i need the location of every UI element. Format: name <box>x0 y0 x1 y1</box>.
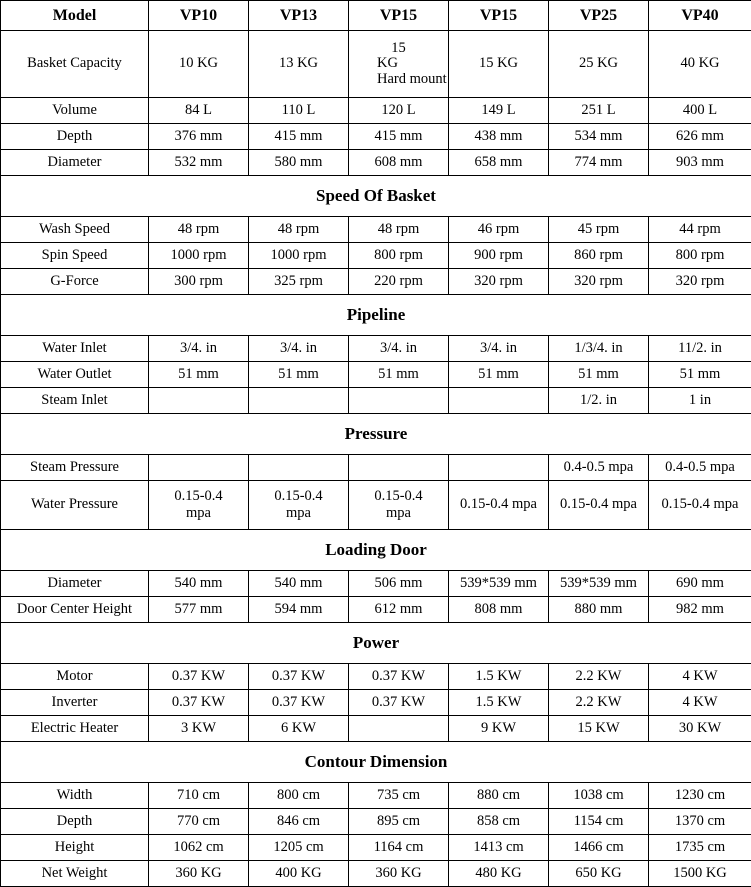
table-cell: 608 mm <box>349 150 449 176</box>
row-label: Height <box>1 835 149 861</box>
table-row <box>1 481 751 530</box>
table-cell: 903 mm <box>649 150 751 176</box>
table-cell: 4 KW <box>649 690 751 716</box>
table-cell: 51 mm <box>249 362 349 388</box>
table-cell: 0.15-0.4 mpa <box>549 481 649 530</box>
table-cell: 1.5 KW <box>449 664 549 690</box>
table-cell: 360 KG <box>349 861 449 887</box>
table-cell: 774 mm <box>549 150 649 176</box>
table-cell: 735 cm <box>349 783 449 809</box>
table-cell-stacked <box>349 31 449 98</box>
table-cell: 46 rpm <box>449 217 549 243</box>
table-row <box>1 809 751 835</box>
cell-line: mpa <box>351 505 446 522</box>
table-cell: 1205 cm <box>249 835 349 861</box>
table-cell: 594 mm <box>249 597 349 623</box>
table-cell-empty <box>249 455 349 481</box>
row-label: Depth <box>1 124 149 150</box>
table-cell: 1370 cm <box>649 809 751 835</box>
section-title: Contour Dimension <box>1 742 751 783</box>
table-cell: 0.37 KW <box>149 664 249 690</box>
table-cell-wrapped <box>349 481 449 530</box>
table-cell: 300 rpm <box>149 269 249 295</box>
row-label: Inverter <box>1 690 149 716</box>
table-cell: 534 mm <box>549 124 649 150</box>
table-cell-empty <box>149 388 249 414</box>
table-cell: 0.37 KW <box>249 690 349 716</box>
section-banner-row <box>1 623 751 664</box>
table-cell: 532 mm <box>149 150 249 176</box>
table-cell: 320 rpm <box>649 269 751 295</box>
table-cell: 880 mm <box>549 597 649 623</box>
row-label: Spin Speed <box>1 243 149 269</box>
section-title: Power <box>1 623 751 664</box>
section-banner-row <box>1 295 751 336</box>
table-cell: 1/2. in <box>549 388 649 414</box>
row-label: Steam Inlet <box>1 388 149 414</box>
row-label: Volume <box>1 98 149 124</box>
table-cell: 3/4. in <box>449 336 549 362</box>
table-row <box>1 835 751 861</box>
table-cell: 325 rpm <box>249 269 349 295</box>
table-cell: 1413 cm <box>449 835 549 861</box>
column-header-model-4: VP15 <box>449 1 549 31</box>
table-cell: 0.15-0.4 mpa <box>649 481 751 530</box>
specification-table-body <box>1 1 751 887</box>
table-row <box>1 455 751 481</box>
table-cell: 376 mm <box>149 124 249 150</box>
table-cell: 1500 KG <box>649 861 751 887</box>
table-cell: 1.5 KW <box>449 690 549 716</box>
table-cell: 658 mm <box>449 150 549 176</box>
table-cell: 48 rpm <box>249 217 349 243</box>
section-title: Loading Door <box>1 530 751 571</box>
table-cell: 690 mm <box>649 571 751 597</box>
table-cell: 25 KG <box>549 31 649 98</box>
table-row <box>1 31 751 98</box>
table-row <box>1 388 751 414</box>
table-cell: 40 KG <box>649 31 751 98</box>
table-cell: 400 KG <box>249 861 349 887</box>
section-title: Pipeline <box>1 295 751 336</box>
table-cell: 44 rpm <box>649 217 751 243</box>
table-row <box>1 98 751 124</box>
cell-line: 0.15-0.4 <box>151 488 246 505</box>
table-cell: 540 mm <box>249 571 349 597</box>
table-cell: 4 KW <box>649 664 751 690</box>
row-label: G-Force <box>1 269 149 295</box>
table-cell: 880 cm <box>449 783 549 809</box>
table-cell: 0.4-0.5 mpa <box>549 455 649 481</box>
row-label: Wash Speed <box>1 217 149 243</box>
table-cell: 1154 cm <box>549 809 649 835</box>
table-cell: 251 L <box>549 98 649 124</box>
table-cell: 51 mm <box>349 362 449 388</box>
row-label: Water Pressure <box>1 481 149 530</box>
table-cell-empty <box>249 388 349 414</box>
table-cell: 1038 cm <box>549 783 649 809</box>
table-cell: 415 mm <box>249 124 349 150</box>
table-cell: 540 mm <box>149 571 249 597</box>
table-cell: 1062 cm <box>149 835 249 861</box>
column-header-model: Model <box>1 1 149 31</box>
row-label: Width <box>1 783 149 809</box>
table-cell: 0.37 KW <box>249 664 349 690</box>
table-cell: 2.2 KW <box>549 690 649 716</box>
row-label: Diameter <box>1 571 149 597</box>
table-cell: 1 in <box>649 388 751 414</box>
table-cell: 1000 rpm <box>149 243 249 269</box>
table-cell: 149 L <box>449 98 549 124</box>
table-cell: 0.15-0.4 mpa <box>449 481 549 530</box>
table-cell: 30 KW <box>649 716 751 742</box>
table-cell: 11/2. in <box>649 336 751 362</box>
table-cell: 1164 cm <box>349 835 449 861</box>
table-cell: 900 rpm <box>449 243 549 269</box>
table-row <box>1 571 751 597</box>
table-cell: 320 rpm <box>549 269 649 295</box>
table-cell: 3/4. in <box>349 336 449 362</box>
section-banner-row <box>1 742 751 783</box>
table-cell: 982 mm <box>649 597 751 623</box>
table-cell: 13 KG <box>249 31 349 98</box>
row-label: Steam Pressure <box>1 455 149 481</box>
table-cell: 3/4. in <box>249 336 349 362</box>
table-cell: 45 rpm <box>549 217 649 243</box>
table-cell: 0.4-0.5 mpa <box>649 455 751 481</box>
table-cell: 3 KW <box>149 716 249 742</box>
table-row <box>1 690 751 716</box>
table-cell: 48 rpm <box>349 217 449 243</box>
section-title: Pressure <box>1 414 751 455</box>
cell-line: mpa <box>251 505 346 522</box>
table-cell: 220 rpm <box>349 269 449 295</box>
table-row <box>1 150 751 176</box>
table-cell: 1735 cm <box>649 835 751 861</box>
table-row <box>1 124 751 150</box>
table-cell: 860 rpm <box>549 243 649 269</box>
table-cell: 800 rpm <box>649 243 751 269</box>
table-cell: 400 L <box>649 98 751 124</box>
table-cell: 1/3/4. in <box>549 336 649 362</box>
table-cell: 539*539 mm <box>449 571 549 597</box>
column-header-model-5: VP25 <box>549 1 649 31</box>
table-cell: 612 mm <box>349 597 449 623</box>
table-row <box>1 269 751 295</box>
table-cell-empty <box>349 455 449 481</box>
column-header-model-3: VP15 <box>349 1 449 31</box>
section-title: Speed Of Basket <box>1 176 751 217</box>
table-cell: 48 rpm <box>149 217 249 243</box>
column-header-model-6: VP40 <box>649 1 751 31</box>
section-banner-row <box>1 176 751 217</box>
table-cell: 0.37 KW <box>349 690 449 716</box>
table-cell-empty <box>349 388 449 414</box>
cell-line: 0.15-0.4 <box>351 488 446 505</box>
table-row <box>1 243 751 269</box>
table-cell: 15 KG <box>449 31 549 98</box>
table-header-row <box>1 1 751 31</box>
row-label: Motor <box>1 664 149 690</box>
row-label: Water Inlet <box>1 336 149 362</box>
table-cell: 539*539 mm <box>549 571 649 597</box>
table-cell: 1230 cm <box>649 783 751 809</box>
section-banner-row <box>1 530 751 571</box>
table-row <box>1 861 751 887</box>
table-cell-wrapped <box>149 481 249 530</box>
table-cell: 626 mm <box>649 124 751 150</box>
table-row <box>1 783 751 809</box>
table-cell: 858 cm <box>449 809 549 835</box>
table-cell: 360 KG <box>149 861 249 887</box>
table-cell: 51 mm <box>649 362 751 388</box>
section-banner-row <box>1 414 751 455</box>
cell-line: 15 <box>351 41 446 57</box>
table-row <box>1 664 751 690</box>
table-cell: 580 mm <box>249 150 349 176</box>
table-cell: 846 cm <box>249 809 349 835</box>
table-cell-wrapped <box>249 481 349 530</box>
table-cell: 895 cm <box>349 809 449 835</box>
table-row <box>1 336 751 362</box>
table-cell: 9 KW <box>449 716 549 742</box>
row-label: Water Outlet <box>1 362 149 388</box>
table-cell-empty <box>449 455 549 481</box>
table-cell-empty <box>349 716 449 742</box>
table-cell: 710 cm <box>149 783 249 809</box>
table-cell: 51 mm <box>449 362 549 388</box>
row-label: Depth <box>1 809 149 835</box>
table-cell: 84 L <box>149 98 249 124</box>
table-cell: 10 KG <box>149 31 249 98</box>
table-cell: 320 rpm <box>449 269 549 295</box>
table-cell: 800 rpm <box>349 243 449 269</box>
cell-line: mpa <box>151 505 246 522</box>
row-label: Net Weight <box>1 861 149 887</box>
table-cell: 120 L <box>349 98 449 124</box>
table-row <box>1 217 751 243</box>
cell-line: Hard mount <box>351 72 446 88</box>
table-cell: 1466 cm <box>549 835 649 861</box>
table-cell: 650 KG <box>549 861 649 887</box>
table-cell: 3/4. in <box>149 336 249 362</box>
table-cell: 770 cm <box>149 809 249 835</box>
table-cell: 0.37 KW <box>349 664 449 690</box>
table-cell: 506 mm <box>349 571 449 597</box>
table-cell: 51 mm <box>549 362 649 388</box>
row-label: Basket Capacity <box>1 31 149 98</box>
table-row <box>1 362 751 388</box>
table-cell-empty <box>149 455 249 481</box>
column-header-model-1: VP10 <box>149 1 249 31</box>
table-row <box>1 597 751 623</box>
table-cell: 1000 rpm <box>249 243 349 269</box>
table-cell: 6 KW <box>249 716 349 742</box>
table-cell-empty <box>449 388 549 414</box>
table-cell: 15 KW <box>549 716 649 742</box>
cell-line: 0.15-0.4 <box>251 488 346 505</box>
table-cell: 415 mm <box>349 124 449 150</box>
row-label: Diameter <box>1 150 149 176</box>
table-cell: 0.37 KW <box>149 690 249 716</box>
column-header-model-2: VP13 <box>249 1 349 31</box>
table-cell: 110 L <box>249 98 349 124</box>
table-cell: 577 mm <box>149 597 249 623</box>
table-cell: 480 KG <box>449 861 549 887</box>
table-cell: 51 mm <box>149 362 249 388</box>
table-cell: 800 cm <box>249 783 349 809</box>
table-cell: 2.2 KW <box>549 664 649 690</box>
table-cell: 438 mm <box>449 124 549 150</box>
cell-line: KG <box>351 56 446 72</box>
row-label: Door Center Height <box>1 597 149 623</box>
row-label: Electric Heater <box>1 716 149 742</box>
table-cell: 808 mm <box>449 597 549 623</box>
table-row <box>1 716 751 742</box>
